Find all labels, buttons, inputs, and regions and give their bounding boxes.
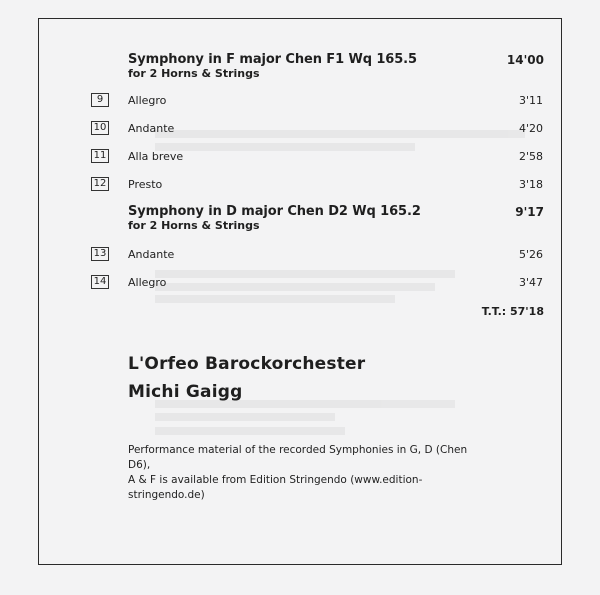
track-number: 13 bbox=[91, 247, 109, 261]
note-line-2: A & F is available from Edition Stringendo (www.edition-stringendo.de) bbox=[128, 474, 423, 501]
movement-name: Allegro bbox=[128, 276, 167, 289]
movement-duration: 3'11 bbox=[518, 94, 543, 107]
track-number: 14 bbox=[91, 275, 109, 289]
track-number: 9 bbox=[91, 93, 109, 107]
track-number: 10 bbox=[91, 121, 109, 135]
movement-duration: 4'20 bbox=[518, 122, 543, 135]
work-2-title: Symphony in D major Chen D2 Wq 165.2 bbox=[128, 204, 421, 219]
performance-material-note bbox=[128, 443, 488, 503]
track-number: 11 bbox=[91, 149, 109, 163]
ensemble-name: L'Orfeo Barockorchester bbox=[128, 354, 366, 374]
movement-duration: 5'26 bbox=[518, 248, 543, 261]
movement-name: Andante bbox=[128, 122, 175, 135]
note-line-1: Performance material of the recorded Symphonies in G, D (Chen D6), bbox=[128, 444, 468, 471]
movement-duration: 2'58 bbox=[518, 150, 543, 163]
movement-duration: 3'18 bbox=[518, 178, 543, 191]
work-1-title: Symphony in F major Chen F1 Wq 165.5 bbox=[128, 52, 417, 67]
movement-name: Allegro bbox=[128, 94, 167, 107]
movement-name: Andante bbox=[128, 248, 175, 261]
work-1-subtitle: for 2 Horns & Strings bbox=[128, 67, 260, 80]
movement-duration: 3'47 bbox=[518, 276, 543, 289]
movement-name: Alla breve bbox=[128, 150, 184, 163]
work-2-subtitle: for 2 Horns & Strings bbox=[128, 219, 260, 232]
movement-name: Presto bbox=[128, 178, 163, 191]
work-1-duration: 14'00 bbox=[506, 53, 544, 67]
conductor-name: Michi Gaigg bbox=[128, 382, 243, 402]
work-2-duration: 9'17 bbox=[515, 205, 544, 219]
track-number: 12 bbox=[91, 177, 109, 191]
total-time: T.T.: 57'18 bbox=[481, 305, 544, 318]
